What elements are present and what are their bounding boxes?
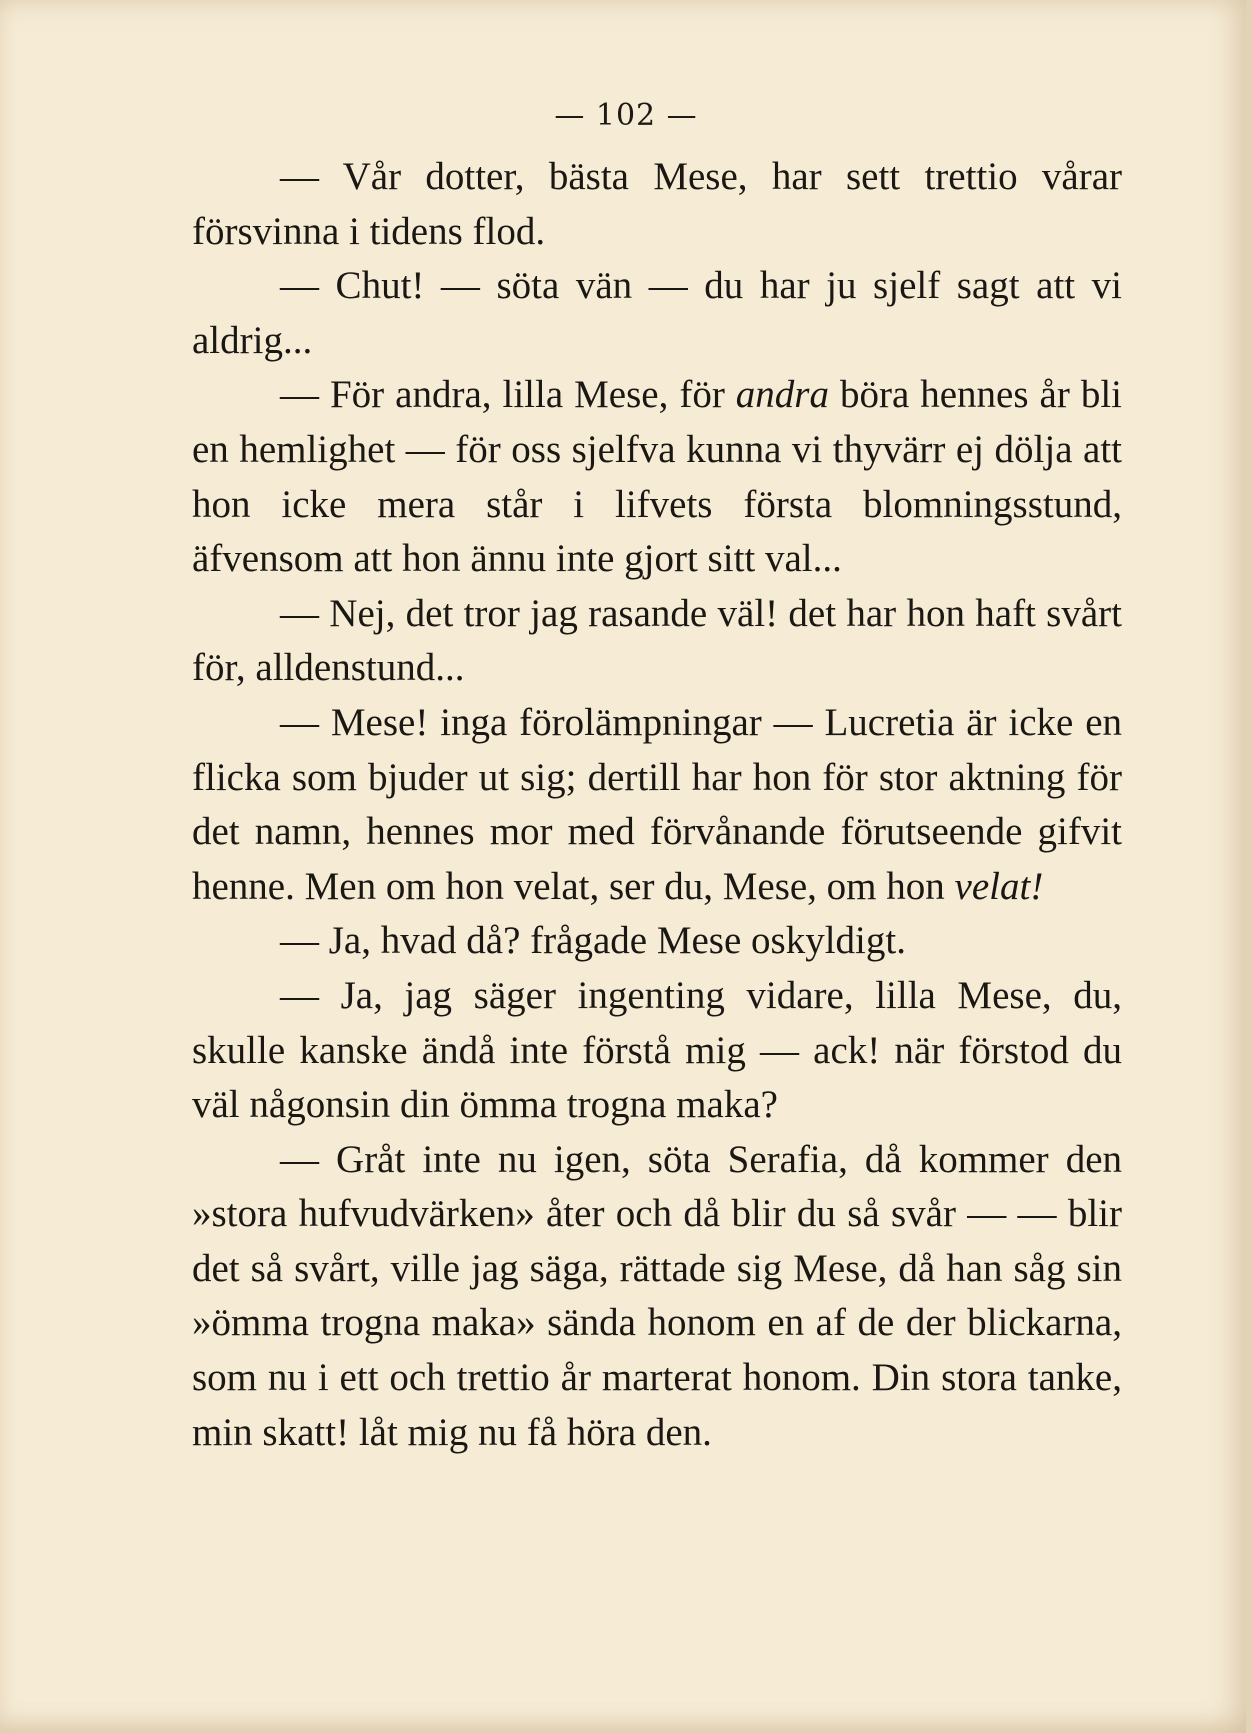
paragraph-text: — Ja, hvad då? frågade Mese oskyldigt.	[280, 919, 906, 963]
paragraph-8	[192, 1133, 1122, 1461]
paragraph-7	[192, 969, 1122, 1133]
paragraph-3	[192, 368, 1122, 586]
paragraph-6	[192, 914, 1122, 969]
paragraph-4	[192, 587, 1122, 696]
paragraph-text: — Gråt inte nu igen, söta Serafia, då kommer den »stora hufvudvärken» åter och då blir du så svår — — blir det så svårt, ville jag säga, rättade sig Mese, då han såg sin »ömma trogna maka» sända honom en af de der blickarna, som nu i ett och trettio år marterat honom. Din stora tanke, min skatt! låt mig nu få höra den.	[192, 1137, 1122, 1454]
page-edge-shadow	[1246, 0, 1252, 1733]
page-number: — 102 —	[554, 98, 698, 133]
body-text	[192, 150, 1122, 1460]
paragraph-text: — Mese! inga förolämpningar — Lucretia är icke en flicka som bjuder ut sig; dertill har hon för stor aktning för det namn, hennes mor med förvånande förutseende gifvit henne. Men om hon velat, ser du, Mese, om hon	[192, 700, 1122, 908]
paragraph-1	[192, 150, 1122, 259]
paragraph-2	[192, 259, 1122, 368]
italic-emphasis: andra	[735, 373, 829, 417]
paragraph-text: — Vår dotter, bästa Mese, har sett trettio vårar försvinna i tidens flod.	[192, 155, 1122, 253]
italic-emphasis: velat!	[954, 864, 1044, 908]
paragraph-text: böra hennes år bli en hemlighet — för oss sjelfva kunna vi thyvärr ej dölja att hon icke mera står i lifvets första blomningsstund, äfvensom att hon ännu inte gjort sitt val...	[192, 373, 1122, 581]
paragraph-text: — För andra, lilla Mese, för	[280, 373, 736, 417]
paragraph-text: — Ja, jag säger ingenting vidare, lilla Mese, du, skulle kanske ändå inte förstå mig — ack! när förstod du väl någonsin din ömma trogna maka?	[192, 973, 1122, 1127]
paragraph-text: — Chut! — söta vän — du har ju sjelf sagt att vi aldrig...	[192, 264, 1122, 362]
paragraph-text: — Nej, det tror jag rasande väl! det har hon haft svårt för, alldenstund...	[192, 591, 1122, 690]
paragraph-5	[192, 696, 1122, 914]
